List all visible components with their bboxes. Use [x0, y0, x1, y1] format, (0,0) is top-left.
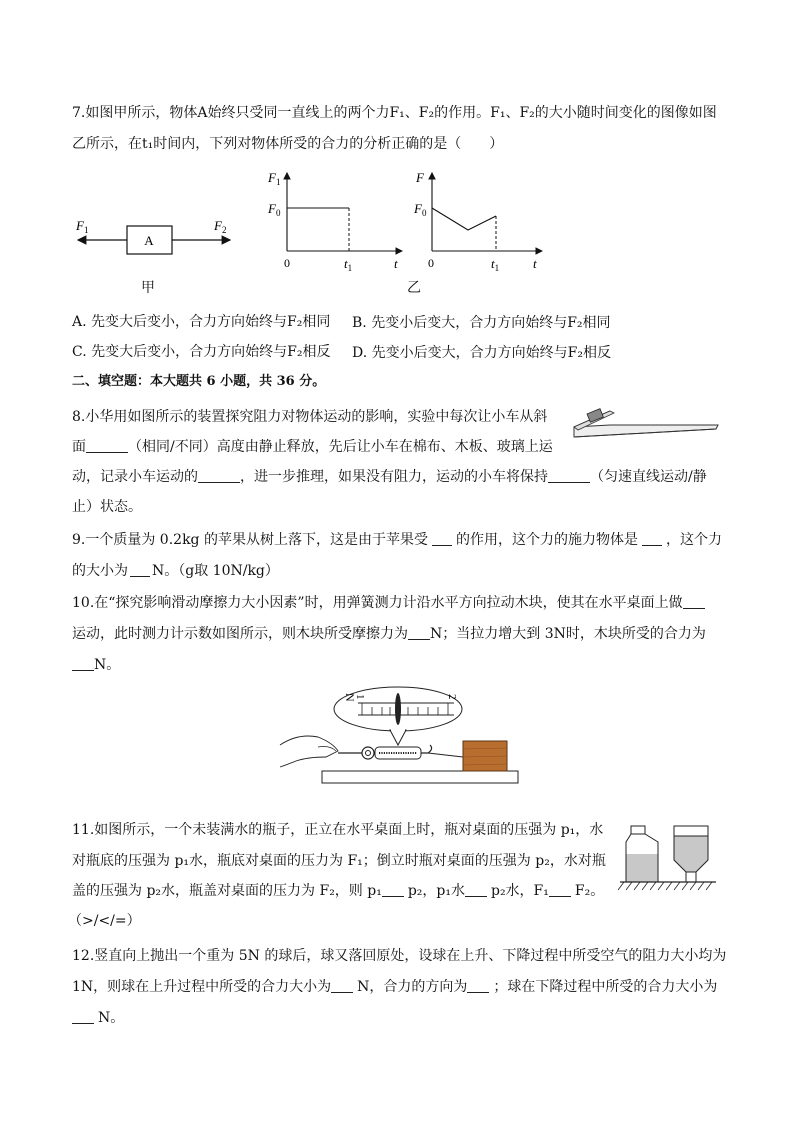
graph1-t1: $t_1$: [344, 256, 353, 273]
q10-blank-3[interactable]: [72, 656, 94, 671]
q8-blank-3[interactable]: [548, 468, 590, 483]
q10-line1: 10.在“探究影响滑动摩擦力大小因素”时，用弹簧测力计沿水平方向拉动木块，使其在水平桌面上做: [72, 593, 705, 613]
q7-option-c: C. 先变大后变小，合力方向始终与F₂相反: [72, 344, 331, 360]
q10-blank-2[interactable]: [408, 625, 430, 640]
q12-blank-3[interactable]: [72, 1009, 94, 1024]
q8-line3: 动，记录小车运动的 ，进一步推理，如果没有阻力，运动的小车将保持 （匀速直线运动/静: [72, 469, 707, 485]
q8-line2: 面 （相同/不同）高度由静止释放，先后让小车在棉布、木板、玻璃上运: [72, 439, 553, 455]
q12-line3: N。: [72, 1008, 124, 1028]
q8-blank-2[interactable]: [198, 468, 240, 483]
q11-blank-2[interactable]: [465, 882, 487, 897]
q10-blank-1[interactable]: [683, 594, 705, 609]
graph2-f0: $F_0$: [414, 201, 427, 218]
q9-blank-3[interactable]: [130, 562, 150, 577]
section-fill-in-header: 二、填空题：本大题共 6 小题，共 36 分。: [72, 374, 326, 389]
graph2-xlabel: t: [533, 256, 537, 271]
q8-blank-1[interactable]: [86, 438, 128, 453]
q11-line3: 盖的压强为 p₂水，瓶盖对桌面的压力为 F₂，则 p₁ p₂，p₁水 p₂水，F₁ F₂。: [72, 883, 605, 899]
q12-line2: 1N，则球在上升过程中所受的合力大小为 N，合力的方向为 ；球在下降过程中所受的合力大小为: [72, 979, 718, 995]
q11-line1: 11.如图所示，一个未装满水的瓶子，正立在水平桌面上时，瓶对桌面的压强为 p₁，水: [72, 822, 604, 838]
graph2-origin: 0: [428, 256, 434, 270]
q7-option-a: A. 先变大后变小，合力方向始终与F₂相同: [72, 314, 331, 330]
caption-yi: 乙: [407, 280, 421, 296]
scale-n-label: N: [343, 693, 357, 702]
table-surface: [322, 771, 518, 783]
scale-num-1: 1: [354, 694, 366, 700]
f2-label: $F_2$: [214, 218, 227, 235]
q11-blank-1[interactable]: [382, 882, 404, 897]
graph-f1-vs-t: [262, 165, 412, 275]
q11-line4: （>/</=）: [68, 913, 141, 929]
spring-scale-figure: [278, 685, 523, 785]
graph-f-vs-t: [412, 165, 552, 275]
bottles-figure: [616, 822, 720, 894]
q9-blank-1[interactable]: [432, 531, 452, 546]
f1-label: $F_1$: [76, 218, 89, 235]
scale-num-2: 2: [446, 694, 458, 700]
q11-blank-3[interactable]: [549, 882, 571, 897]
q12-blank-2[interactable]: [467, 978, 489, 993]
scale-pointer: [395, 693, 401, 725]
cart-shape: [587, 409, 603, 423]
q12-line1: 12.竖直向上抛出一个重为 5N 的球后，球又落回原处，设球在上升、下降过程中所受空气的阻力大小均为: [72, 948, 727, 964]
q12-blank-1[interactable]: [331, 978, 353, 993]
graph1-xlabel: t: [394, 256, 398, 271]
inverted-bottle: [674, 836, 708, 872]
figure-jia: [72, 210, 252, 300]
block-a-label: A: [144, 233, 154, 248]
q7-stem-line1: 7.如图甲所示，物体A始终只受同一直线上的两个力F₁、F₂的作用。F₁、F₂的大小随时间变化的图像如图: [72, 105, 717, 121]
graph1-f0: $F_0$: [268, 201, 281, 218]
graph2-ylabel: F: [416, 170, 424, 185]
q8-line1: 8.小华用如图所示的装置探究阻力对物体运动的影响，实验中每次让小车从斜: [72, 409, 548, 425]
graph1-ylabel: $F_1$: [268, 170, 281, 187]
q7-option-b: B. 先变小后变大，合力方向始终与F₂相同: [352, 315, 611, 331]
graph2-t1: $t_1$: [491, 256, 500, 273]
q10-line2: 运动，此时测力计示数如图所示，则木块所受摩擦力为 N；当拉力增大到 3N时，木块所受的合力为: [72, 626, 706, 642]
q9-line2: 的大小为 N。（g取 10N/kg）: [72, 563, 279, 579]
q7-option-d: D. 先变小后变大，合力方向始终与F₂相反: [352, 345, 611, 361]
q9-blank-2[interactable]: [642, 531, 662, 546]
caption-jia: 甲: [141, 280, 155, 296]
ramp-cart-figure: [570, 405, 722, 449]
q9-line1: 9.一个质量为 0.2kg 的苹果从树上落下，这是由于苹果受 的作用，这个力的施力物体是 ，这个力: [72, 532, 722, 548]
hand-shape: [280, 736, 338, 767]
q10-line3: N。: [72, 655, 120, 675]
graph1-origin: 0: [284, 256, 290, 270]
q8-line4: 止）状态。: [72, 499, 142, 515]
q11-line2: 对瓶底的压强为 p₁水，瓶底对桌面的压力为 F₁；倒立时瓶对桌面的压强为 p₂，水对瓶: [72, 853, 606, 869]
q7-stem-line2: 乙所示，在t₁时间内，下列对物体所受的合力的分析正确的是（ ）: [72, 136, 504, 152]
